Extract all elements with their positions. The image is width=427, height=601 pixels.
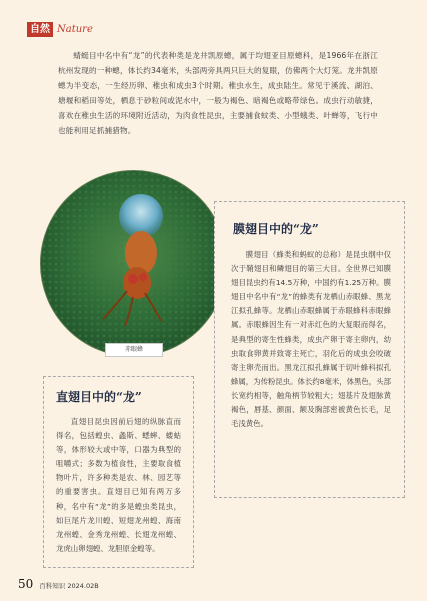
orthoptera-text: 直翅目昆虫因前后翅的纵脉直而得名，包括蝗虫、螽斯、蟋蟀、蝼蛄等，体形较大或中等，口器为典型的咀嚼式；多数为植食性，主要取食植物叶片，许多种类是农、林、园艺等的重要害虫。直翅目已知有两万多种，名中有“龙”的多是蝗虫类昆虫，如巨尾片龙川蝗、短翅龙州蝗、海南龙州蝗、金秀龙州蝗、长翅龙州蝗、龙虎山卵翅蝗、龙胆原金蝗等。 bbox=[56, 417, 181, 553]
orthoptera-box bbox=[43, 376, 194, 568]
photo-caption: 赤眼蜂 bbox=[105, 343, 163, 357]
wasp-illustration bbox=[41, 171, 226, 356]
section-header bbox=[27, 22, 93, 37]
journal-name: 百科知识 2024.02B bbox=[39, 582, 99, 590]
wasp-photo bbox=[40, 170, 227, 357]
hymenoptera-text: 膜翅目（蜂类和蚂蚁的总称）是昆虫纲中仅次于鞘翅目和鳞翅目的第三大目。全世界已知膜翅目昆虫约有14.5万种，中国约有1.25万种。膜翅目中名中有“龙”的蜂类有龙栖山赤眼蜂、黑龙江拟孔蜂等。龙栖山赤眼蜂属于赤眼蜂科赤眼蜂属。赤眼蜂因生有一对赤红色的大复眼而得名，是典型的寄生性蜂类，成虫产卵于寄主卵内，幼虫取食卵黄并致寄主死亡，羽化后的成虫会咬破寄主卵壳而出。黑龙江拟孔蜂属于切叶蜂科拟孔蜂属，为传粉昆虫。体长约8毫米，体黑色，头部长宽约相等，触角柄节较粗大；翅基片及翅脉黄褐色，唇基、颜面、额及胸部密被黄色长毛，足毛浅黄色。 bbox=[231, 250, 391, 429]
section-tag: 自然 bbox=[27, 22, 53, 37]
hymenoptera-title: 膜翅目中的“龙” bbox=[233, 222, 319, 236]
page-footer bbox=[18, 577, 99, 591]
page-number: 50 bbox=[18, 577, 34, 591]
orthoptera-title: 直翅目中的“龙” bbox=[56, 390, 142, 404]
intro-text: 蜻蜓目中名中有“龙”的代表种类是龙井凯原蟌，属于均翅亚目原蟌科，是1966年在浙江杭州发现的一种蟌，体长约34毫米，头部两旁具两只巨大的复眼，仿佛两个大灯笼。龙井凯原蟌为半变态，一生经历卵、稚虫和成虫3个时期。稚虫水生，成虫陆生。常见于溪流、湖泊、塘堰和稻田等处，栖息于砂粒间或泥水中，一般为褐色、暗褐色或略带绿色。成虫行动敏捷，喜欢在稚虫生活的环境附近活动，为肉食性昆虫，主要捕食蚊类、小型蛾类、叶蝉等，飞行中也能利用足抓捕猎物。 bbox=[58, 51, 378, 135]
intro-paragraph bbox=[58, 48, 378, 138]
hymenoptera-box bbox=[214, 201, 405, 498]
section-en-label: Nature bbox=[57, 24, 93, 35]
